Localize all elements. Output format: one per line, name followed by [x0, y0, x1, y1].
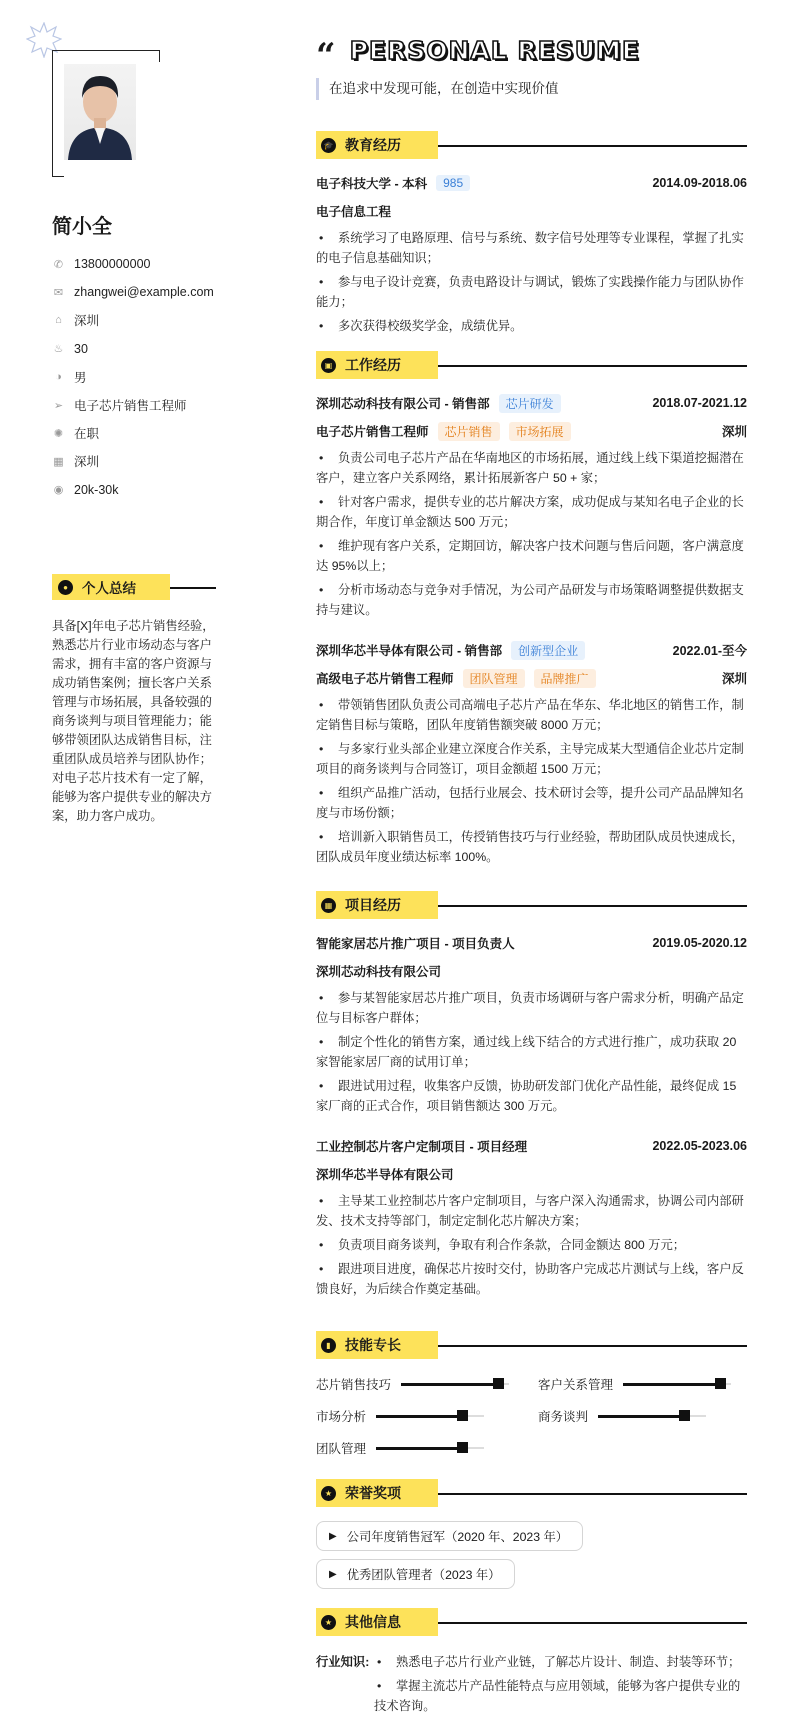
section-header	[316, 1608, 747, 1636]
building-icon: ▦	[53, 455, 64, 468]
education-section	[316, 131, 747, 348]
candidate-name: 简小全	[52, 216, 112, 238]
section-title: 技能专长	[345, 1337, 401, 1353]
bullet-dot-icon: •	[319, 1194, 324, 1208]
skill-thumb[interactable]	[493, 1378, 504, 1389]
bullet-dot-icon: •	[319, 275, 324, 289]
date: 2022.05-2023.06	[652, 1139, 747, 1153]
work-item	[316, 389, 747, 620]
bullet-text: 熟悉电子芯片行业产业链，了解芯片设计、制造、封装等环节；	[396, 1655, 741, 1669]
info-text: 30	[74, 341, 88, 356]
info-icon: ★	[321, 1615, 336, 1630]
company-row	[316, 636, 747, 664]
major: 电子信息工程	[316, 205, 392, 219]
awards-list	[316, 1521, 747, 1597]
skill-slider[interactable]	[623, 1383, 731, 1385]
bullet-item	[316, 1191, 747, 1231]
skill-name: 市场分析	[316, 1410, 367, 1424]
bullet-dot-icon: •	[319, 1238, 324, 1252]
info-item	[52, 447, 214, 475]
bullet-text: 掌握主流芯片产品性能特点与应用领域，能够为客户提供专业的技术咨询。	[374, 1679, 741, 1713]
project-name: 智能家居芯片推广项目 - 项目负责人	[316, 937, 515, 951]
gender-icon: ◑	[55, 370, 62, 383]
skill-slider[interactable]	[376, 1415, 484, 1417]
award-text: 优秀团队管理者（2023 年）	[346, 1568, 501, 1582]
role-row	[316, 417, 747, 445]
skills-section	[316, 1331, 747, 1459]
award-text: 公司年度销售冠军（2020 年、2023 年）	[346, 1530, 569, 1544]
briefcase-icon: ▣	[321, 358, 336, 373]
skill-thumb[interactable]	[679, 1410, 690, 1421]
bullet-text: 多次获得校级奖学金，成绩优异。	[338, 319, 523, 333]
bullet-dot-icon: •	[319, 786, 324, 800]
company-row	[316, 389, 747, 417]
info-item	[52, 391, 214, 419]
school-name: 电子科技大学 - 本科	[316, 177, 428, 191]
info-text: 男	[74, 370, 87, 385]
bullet-text: 跟进项目进度，确保芯片按时交付，协助客户完成芯片测试与上线，客户反馈良好，为后续合作奠定基础。	[316, 1262, 744, 1296]
school-tag: 985	[436, 175, 470, 191]
skill-fill	[623, 1383, 720, 1386]
award-item[interactable]	[316, 1521, 583, 1551]
info-item	[52, 250, 214, 278]
salary-icon: ◉	[53, 484, 64, 497]
summary-text: 具备[X]年电子芯片销售经验，熟悉芯片行业市场动态与客户需求，拥有丰富的客户资源与成功销售案例；擅长客户关系管理与市场拓展，具备较强的商务谈判与项目管理能力；能够带领团队达成销售目标，注重团队成员培养与团队协作；对电子芯片技术有一定了解，能够为客户提供专业的解决方案，助力客户成功。	[52, 619, 215, 823]
section-header	[316, 1331, 747, 1359]
date: 2014.09-2018.06	[652, 176, 747, 190]
info-item	[52, 363, 214, 391]
school-row	[316, 169, 747, 197]
project-org: 深圳芯动科技有限公司	[316, 965, 442, 979]
bullet-dot-icon: •	[319, 830, 324, 844]
work-section	[316, 351, 747, 883]
bullet-dot-icon: •	[319, 231, 324, 245]
bullet-item	[316, 827, 747, 867]
section-title: 个人总结	[82, 581, 136, 596]
role-tag: 芯片销售	[438, 422, 500, 441]
award-icon: ★	[321, 1486, 336, 1501]
section-title: 其他信息	[345, 1614, 401, 1630]
date: 2019.05-2020.12	[652, 936, 747, 950]
bullet-item	[316, 988, 747, 1028]
org-row	[316, 957, 747, 985]
bullet-item	[316, 580, 747, 620]
other-info	[316, 1652, 747, 1720]
role-tag: 团队管理	[463, 669, 525, 688]
skill-fill	[401, 1383, 498, 1386]
bullet-dot-icon: •	[319, 539, 324, 553]
info-text: zhangwei@example.com	[74, 285, 214, 300]
skill-item	[538, 1405, 748, 1427]
company-tag: 芯片研发	[499, 394, 561, 413]
bullet-item	[316, 536, 747, 576]
skill-slider[interactable]	[598, 1415, 706, 1417]
bullet-item	[316, 272, 747, 312]
section-title: 荣誉奖项	[345, 1485, 401, 1501]
bullet-item	[316, 448, 747, 488]
company-name: 深圳华芯半导体有限公司 - 销售部	[316, 644, 503, 658]
bullet-item	[316, 1235, 747, 1255]
section-header	[316, 1479, 747, 1507]
bullet-item	[316, 1076, 747, 1116]
city: 深圳	[721, 672, 747, 686]
info-item	[52, 476, 214, 504]
project-name: 工业控制芯片客户定制项目 - 项目经理	[316, 1140, 528, 1154]
bullet-item	[374, 1652, 747, 1672]
skill-item	[316, 1373, 538, 1395]
bullet-text: 带领销售团队负责公司高端电子芯片产品在华东、华北地区的销售工作，制定销售目标与策略，团队年度销售额突破 8000 万元；	[316, 698, 744, 732]
bullet-text: 主导某工业控制芯片客户定制项目，与客户深入沟通需求，协调公司内部研发、技术支持等部门，制定定制化芯片解决方案；	[316, 1194, 744, 1228]
awards-section	[316, 1479, 747, 1597]
avatar	[64, 64, 136, 160]
company-left	[316, 641, 585, 660]
section-header-box	[316, 131, 438, 159]
other-section	[316, 1608, 747, 1720]
bullet-item	[316, 492, 747, 532]
section-header	[316, 131, 747, 159]
bullet-dot-icon: •	[319, 451, 324, 465]
bullet-dot-icon: •	[319, 698, 324, 712]
bullet-item	[316, 739, 747, 779]
info-item	[52, 306, 214, 334]
bullet-dot-icon: •	[319, 1262, 324, 1276]
role-row	[316, 664, 747, 692]
work-item	[316, 636, 747, 867]
summary-section-header	[52, 574, 216, 600]
award-wrap	[316, 1559, 747, 1597]
phone-icon: ✆	[53, 258, 64, 271]
bullet-item	[316, 695, 747, 735]
section-header-box	[316, 1479, 438, 1507]
bullet-text: 针对客户需求，提供专业的芯片解决方案，成功促成与某知名电子企业的长期合作，年度订单金额达 500 万元；	[316, 495, 744, 529]
bullet-text: 维护现有客户关系，定期回访，解决客户技术问题与售后问题，客户满意度达 95%以上；	[316, 539, 744, 573]
info-text: 13800000000	[74, 257, 151, 272]
divider	[438, 1493, 747, 1495]
mail-icon: ✉	[53, 286, 64, 299]
info-item	[52, 419, 214, 447]
company-name: 深圳芯动科技有限公司 - 销售部	[316, 397, 490, 411]
role: 电子芯片销售工程师	[316, 425, 429, 439]
bullet-text: 分析市场动态与竞争对手情况，为公司产品研发与市场策略调整提供数据支持与建议。	[316, 583, 744, 617]
skill-name: 团队管理	[316, 1442, 367, 1456]
title-text: PERSONAL RESUME	[349, 35, 640, 65]
role-tag: 品牌推广	[534, 669, 596, 688]
graduation-cap-icon: 🎓	[321, 138, 336, 153]
bullet-text: 参与电子设计竞赛，负责电路设计与调试，锻炼了实践操作能力与团队协作能力；	[316, 275, 744, 309]
cake-icon: ♨	[53, 343, 64, 356]
skill-name: 芯片销售技巧	[316, 1378, 392, 1392]
info-text: 电子芯片销售工程师	[74, 399, 187, 414]
skill-fill	[376, 1447, 462, 1450]
other-label: 行业知识:	[316, 1655, 370, 1669]
project-row	[316, 1132, 747, 1160]
bullet-dot-icon: •	[319, 991, 324, 1005]
info-text: 深圳	[74, 314, 100, 329]
section-header-box	[316, 1608, 438, 1636]
bullet-item	[374, 1676, 747, 1716]
role: 高级电子芯片销售工程师	[316, 672, 454, 686]
skill-item	[538, 1373, 748, 1395]
school-left	[316, 174, 470, 192]
project-org: 深圳华芯半导体有限公司	[316, 1168, 454, 1182]
section-title: 项目经历	[345, 897, 401, 913]
section-header-box	[316, 351, 438, 379]
company-tag: 创新型企业	[511, 641, 585, 660]
skill-thumb[interactable]	[457, 1410, 468, 1421]
award-wrap	[316, 1521, 747, 1559]
info-text: 在职	[74, 427, 100, 442]
section-header	[316, 891, 747, 919]
user-icon: ●	[58, 580, 73, 595]
bullet-text: 负责公司电子芯片产品在华南地区的市场拓展，通过线上线下渠道挖掘潜在客户，建立客户关系网络，累计拓展新客户 50 + 家；	[316, 451, 744, 485]
bullet-dot-icon: •	[319, 742, 324, 756]
bullet-text: 与多家行业头部企业建立深度合作关系，主导完成某大型通信企业芯片定制项目的商务谈判与合同签订，项目金额超 1500 万元；	[316, 742, 744, 776]
info-item	[52, 335, 214, 363]
award-item[interactable]	[316, 1559, 515, 1589]
send-icon: ➢	[53, 399, 64, 412]
role-tag: 市场拓展	[509, 422, 571, 441]
triangle-right-icon: ▶	[329, 1530, 337, 1542]
education-item	[316, 169, 747, 336]
bullet-text: 负责项目商务谈判，争取有利合作条款，合同金额达 800 万元；	[338, 1238, 686, 1252]
skills-grid	[316, 1373, 747, 1459]
role-left	[316, 669, 596, 688]
date: 2022.01-至今	[672, 644, 747, 658]
info-text: 20k-30k	[74, 482, 119, 497]
skill-slider[interactable]	[401, 1383, 509, 1385]
divider	[170, 587, 216, 589]
skill-item	[316, 1405, 538, 1427]
project-row	[316, 929, 747, 957]
triangle-right-icon: ▶	[329, 1568, 337, 1580]
home-icon: ⌂	[55, 314, 62, 327]
bullet-dot-icon: •	[377, 1655, 382, 1669]
info-item	[52, 278, 214, 306]
bullet-dot-icon: •	[319, 319, 324, 333]
bullet-text: 制定个性化的销售方案，通过线上线下结合的方式进行推广，成功获取 20 家智能家居厂商的试用订单；	[316, 1035, 737, 1069]
org-row	[316, 1160, 747, 1188]
section-header	[316, 351, 747, 379]
skill-name: 商务谈判	[538, 1410, 589, 1424]
info-text: 深圳	[74, 455, 100, 470]
contact-info-list	[52, 250, 214, 504]
projects-section	[316, 891, 747, 1315]
role-left	[316, 422, 571, 441]
section-header-box	[316, 891, 438, 919]
skill-name: 客户关系管理	[538, 1378, 614, 1392]
bullet-item	[316, 228, 747, 268]
major-row	[316, 197, 747, 225]
skill-slider[interactable]	[376, 1447, 484, 1449]
project-item	[316, 1132, 747, 1299]
bullet-text: 参与某智能家居芯片推广项目，负责市场调研与客户需求分析，明确产品定位与目标客户群体；	[316, 991, 744, 1025]
city: 深圳	[721, 425, 747, 439]
divider	[438, 905, 747, 907]
bullet-dot-icon: •	[319, 1035, 324, 1049]
motto: 在追求中发现可能，在创造中实现价值	[316, 78, 559, 100]
resume-title	[316, 30, 640, 76]
grid-icon: ▦	[321, 898, 336, 913]
date: 2018.07-2021.12	[652, 396, 747, 410]
bullet-dot-icon: •	[319, 583, 324, 597]
bullet-text: 培训新入职销售员工，传授销售技巧与行业经验，帮助团队成员快速成长，团队成员年度业绩达标率 100%。	[316, 830, 744, 864]
skill-fill	[598, 1415, 684, 1418]
bullet-item	[316, 1032, 747, 1072]
divider	[438, 145, 747, 147]
other-bullets	[374, 1649, 747, 1720]
bullet-dot-icon: •	[319, 1079, 324, 1093]
bullet-text: 系统学习了电路原理、信号与系统、数字信号处理等专业课程，掌握了扎实的电子信息基础知识；	[316, 231, 744, 265]
skill-thumb[interactable]	[457, 1442, 468, 1453]
divider	[438, 1622, 747, 1624]
bullet-text: 组织产品推广活动，包括行业展会、技术研讨会等，提升公司产品品牌知名度与市场份额；	[316, 786, 744, 820]
bullet-dot-icon: •	[319, 495, 324, 509]
divider	[438, 1345, 747, 1347]
status-icon: ✺	[53, 427, 64, 440]
section-title: 工作经历	[345, 357, 401, 373]
bullet-item	[316, 1259, 747, 1299]
skill-thumb[interactable]	[715, 1378, 726, 1389]
bullet-text: 跟进试用过程，收集客户反馈，协助研发部门优化产品性能，最终促成 15 家厂商的正式合作，项目销售额达 300 万元。	[316, 1079, 737, 1113]
section-header-box	[316, 1331, 438, 1359]
bullet-dot-icon: •	[377, 1679, 382, 1693]
quote-mark-icon: “	[316, 36, 336, 76]
project-item	[316, 929, 747, 1116]
divider	[438, 365, 747, 367]
company-left	[316, 394, 561, 413]
skill-item	[316, 1437, 538, 1459]
skill-fill	[376, 1415, 462, 1418]
chart-icon: ▮	[321, 1338, 336, 1353]
section-title: 教育经历	[345, 137, 401, 153]
bullet-item	[316, 783, 747, 823]
bullet-item	[316, 316, 747, 336]
